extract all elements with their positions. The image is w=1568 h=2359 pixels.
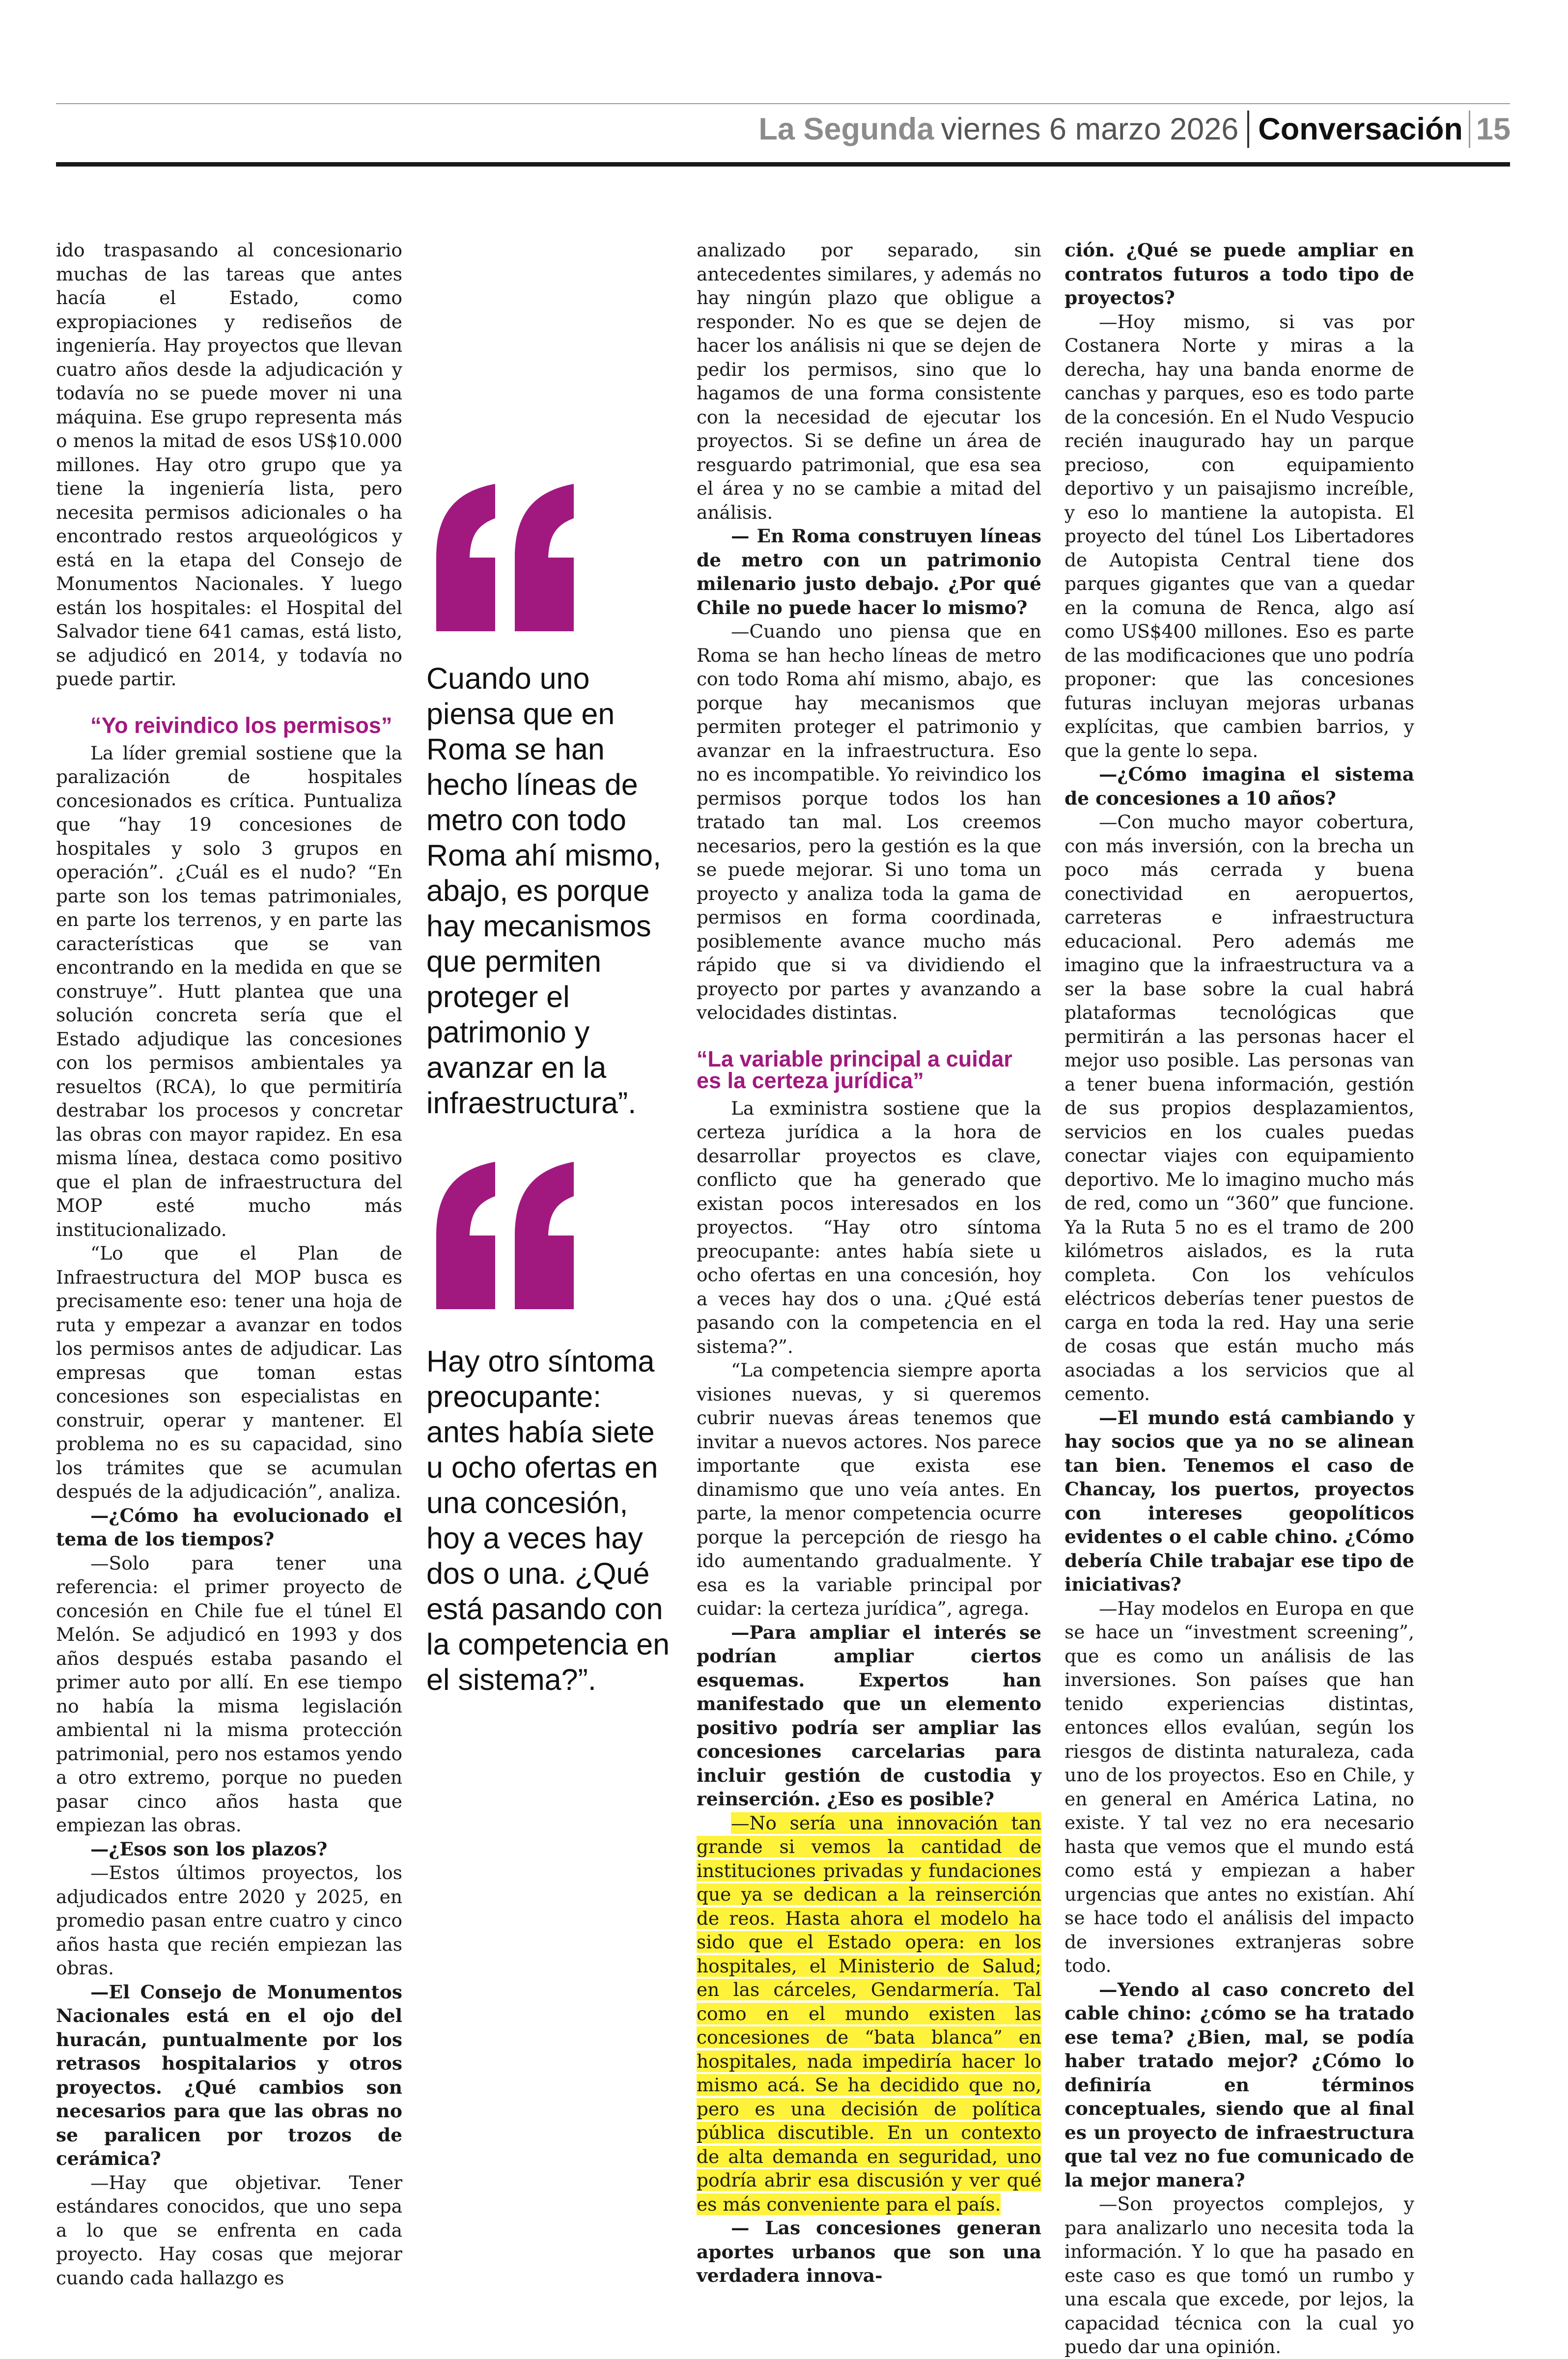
interview-question: —El Consejo de Monumentos Nacionales está en el ojo del huracán, puntualmente por los retrasos hospitalarios y otros proyectos. ¿Qué cambios son necesarios para que las obras no se paralicen por trozos de cerámica? (56, 1981, 402, 2169)
paragraph: “La competencia siempre aporta visiones nuevas, y si queremos cubrir nuevas áreas tenemos que invitar a nuevos actores. Nos parece importante que exista ese dinamismo que uno veía antes. En parte, la menor competencia ocurre porque la percepción de riesgo ha ido aumentando gradualmente. Y esa es la variable principal por cuidar: la certeza jurídica”, agrega. (697, 1359, 1041, 1619)
interview-answer: —Cuando uno piensa que en Roma se han hecho líneas de metro con todo Roma ahí mismo, abajo, es porque hay mecanismos que permiten proteger el patrimonio y avanzar en la infraestructura. Eso no es incompatible. Yo reivindico los permisos porque todos los han tratado tan mal. Los creemos necesarios, pero la gestión es la que se puede mejorar. Si uno toma un proyecto y analiza toda la gama de permisos en forma coordinada, posiblemente avance mucho más rápido que si va dividiendo el proyecto por partes y avanzando a velocidades distintas. (697, 620, 1041, 1023)
interview-answer: —Son proyectos complejos, y para analizarlo uno necesita toda la información. Y lo que ha pasado en este caso es que tomó un rumbo y una escala que excede, por lejos, la capacidad técnica con la cual yo puedo dar una opinión. (1064, 2193, 1414, 2358)
header-rule (56, 162, 1510, 167)
interview-question: — Las concesiones generan aportes urbanos que son una verdadera innova- (697, 2217, 1041, 2286)
pull-quote-2: Hay otro síntoma preocupante: antes había siete u ocho ofertas en una concesión, hoy a veces hay dos o una. ¿Qué está pasando con la competencia en el sistema?”. (426, 1345, 670, 1696)
interview-answer: —Estos últimos proyectos, los adjudicados entre 2020 y 2025, en promedio pasan entre cuatro y cinco años hasta que recién empiezan las obras. (56, 1862, 402, 1979)
page-number: 15 (1476, 112, 1511, 146)
newspaper-name: La Segunda (758, 112, 934, 146)
paragraph: La líder gremial sostiene que la paralización de hospitales concesionados es crítica. Puntualiza que “hay 19 concesiones de hospitales y solo 3 grupos en operación”. ¿Cuál es el nudo? “En parte son los temas patrimoniales, en parte los terrenos, y en parte las características que se van encontrando en la medida en que se construye”. Hutt plantea que una solución concreta sería que el Estado adjudique las concesiones con los permisos ambientales ya resueltos (RCA), lo que permitiría destrabar los procesos y concretar las obras con mayor rapidez. En esa misma línea, destaca como positivo que el plan de infraestructura del MOP esté mucho más institucionalizado. (56, 742, 402, 1240)
interview-answer: —Hay que objetivar. Tener estándares conocidos, que uno sepa a lo que se enfrenta en cada proyecto. Hay cosas que mejorar cuando cada hallazgo es (56, 2171, 402, 2289)
header-divider (1469, 111, 1470, 148)
paragraph: analizado por separado, sin antecedentes similares, y además no hay ningún plazo que obligue a responder. No es que se dejen de hacer los análisis ni que se dejen de pedir los permisos, sino que lo hagamos de una forma consistente con la necesidad de ejecutar los proyectos. Si se define un área de resguardo patrimonial, que esa sea el área y no se cambie a mitad del análisis. (697, 239, 1041, 523)
quote-mark-icon (426, 1162, 584, 1309)
interview-answer: —Con mucho mayor cobertura, con más inversión, con la brecha un poco más cerrada y buena conectividad en aeropuertos, carreteras e infraestructura educacional. Pero además me imagino que la infraestructura va a ser la base sobre la cual habrá plataformas tecnológicas que permitirán a las personas hacer el mejor uso posible. Las personas van a tener buena información, gestión de sus propios desplazamientos, servicios en los cuales puedas conectar viajes con equipamiento deportivo. Me lo imagino mucho más de red, como un “360” que funcione. Ya la Ruta 5 no es el tramo de 200 kilómetros aislados, es la ruta completa. Con los vehículos eléctricos deberías tener puestos de carga en toda la red. Hay una serie de cosas que están mucho más asociadas a los servicios que al cemento. (1064, 811, 1414, 1404)
subheading: “Yo reivindico los permisos” (90, 712, 392, 738)
interview-answer: —Hoy mismo, si vas por Costanera Norte y miras a la derecha, hay una banda enorme de canchas y parques, eso es todo parte de la concesión. En el Nudo Vespucio recién inaugurado hay un parque precioso, con equipamiento deportivo y un paisajismo increíble, y eso lo mantiene la autopista. El proyecto del túnel Los Libertadores de Autopista Central tiene dos parques gigantes que van a quedar en la comuna de Renca, algo así como US$400 millones. Eso es parte de las modificaciones que uno podría proponer: que las concesiones futuras incluyan mejoras urbanas explícitas, que cambien barrios, y que la gente lo sepa. (1064, 310, 1414, 761)
paragraph: ido traspasando al concesionario muchas de las tareas que antes hacía el Estado, como expropiaciones y rediseños de ingeniería. Hay proyectos que llevan cuatro años desde la adjudicación y todavía no se puede mover ni una máquina. Ese grupo representa más o menos la mitad de esos US$10.000 millones. Hay otro grupo que ya tiene la ingeniería lista, pero necesita permisos adicionales o ha encontrado restos arqueológicos y está en la etapa del Consejo de Monumentos Nacionales. Y luego están los hospitales: el Hospital del Salvador tiene 641 camas, está listo, se adjudicó en 2014, y todavía no puede partir. (56, 239, 402, 690)
paragraph: “Lo que el Plan de Infraestructura del MOP busca es precisamente eso: tener una hoja de ruta y empezar a avanzar en todos los permisos antes de adjudicar. Las empresas que toman estas concesiones son especialistas en construir, operar y mantener. El problema no es su capacidad, sino los trámites que se acumulan después de la adjudicación”, analiza. (56, 1242, 402, 1502)
interview-question: — En Roma construyen líneas de metro con un patrimonio milenario justo debajo. ¿Por qué Chile no puede hacer lo mismo? (697, 525, 1041, 618)
interview-question: ción. ¿Qué se puede ampliar en contratos futuros a todo tipo de proyectos? (1064, 239, 1414, 309)
highlight: —No sería una innovación tan grande si vemos la cantidad de instituciones privadas y fundaciones que ya se dedican a la reinserción de reos. Hasta ahora el modelo ha sido que el Estado opera: en los hospitales, el Ministerio de Salud; en las cárceles, Gendarmería. Tal como en el mundo existen las concesiones de “bata blanca” en hospitales, nada impediría hacer lo mismo acá. Se ha decidido que no, pero es una decisión de política pública discutible. En un contexto de alta demanda en seguridad, uno podría abrir esa discusión y ver qué es más conveniente para el país. (697, 1812, 1041, 2215)
page-header (758, 107, 1511, 151)
interview-question: —Yendo al caso concreto del cable chino: ¿cómo se ha tratado ese tema? ¿Bien, mal, se podía haber tratado mejor? ¿Cómo lo definiría en términos conceptuales, siendo que al final es un proyecto de infraestructura que tal vez no fue comunicado de la mejor manera? (1064, 1978, 1414, 2191)
section-name: Conversación (1258, 112, 1463, 146)
interview-question: —¿Cómo imagina el sistema de concesiones a 10 años? (1064, 763, 1414, 809)
subheading: “La variable principal a cuidar es la certeza jurídica” (697, 1046, 1012, 1093)
header-divider (1247, 111, 1249, 148)
quote-mark-icon (426, 484, 584, 631)
pull-quote-1: Cuando uno piensa que en Roma se han hecho líneas de metro con todo Roma ahí mismo, abajo, es porque hay mecanismos que permiten proteger el patrimonio y avanzar en la infraestructura”. (426, 662, 661, 1120)
paragraph: La exministra sostiene que la certeza jurídica a la hora de desarrollar proyectos es clave, conflicto que ha generado que existan pocos interesados en los proyectos. “Hay otro síntoma preocupante: antes había siete u ocho ofertas en una concesión, hoy a veces hay dos o una. ¿Qué está pasando con la competencia en el sistema?”. (697, 1097, 1041, 1357)
interview-question: —¿Esos son los plazos? (90, 1838, 328, 1860)
interview-answer: —Solo para tener una referencia: el primer proyecto de concesión en Chile fue el túnel El Melón. Se adjudicó en 1993 y dos años después estaba pasando el primer auto por allí. En ese tiempo no había la misma legislación ambiental ni la misma protección patrimonial, pero nos estamos yendo a otro extremo, porque no pueden pasar cinco años hasta que empiezan las obras. (56, 1552, 402, 1836)
interview-answer: —Hay modelos en Europa en que se hace un “investment screening”, que es como un análisis de las inversiones. Son países que han tenido experiencias distintas, entonces ellos evalúan, según los riesgos de distinta naturaleza, cada uno de los proyectos. Eso en Chile, y en general en América Latina, no existe. Y tal vez no era necesario hasta que vemos que el mundo está como está y empiezan a haber urgencias que antes no existían. Ahí se hace todo el análisis del impacto de inversiones extranjeras sobre todo. (1064, 1597, 1414, 1976)
interview-question: —Para ampliar el interés se podrían ampliar ciertos esquemas. Expertos han manifestado que un elemento positivo podría ser ampliar las concesiones carcelarias para incluir gestión de custodia y reinserción. ¿Eso es posible? (697, 1621, 1041, 1810)
interview-question: —El mundo está cambiando y hay socios que ya no se alinean tan bien. Tenemos el caso de Chancay, los puertos, proyectos con intereses geopolíticos evidentes o el cable chino. ¿Cómo debería Chile trabajar ese tipo de iniciativas? (1064, 1406, 1414, 1595)
article-column-3 (697, 238, 1041, 2288)
top-hairline (56, 103, 1510, 104)
article-column-4 (1064, 238, 1414, 2359)
article-column-1 (56, 238, 402, 2290)
issue-date: viernes 6 marzo 2026 (941, 112, 1239, 146)
highlighted-answer (697, 1811, 1041, 2217)
interview-question: —¿Cómo ha evolucionado el tema de los tiempos? (56, 1504, 402, 1550)
